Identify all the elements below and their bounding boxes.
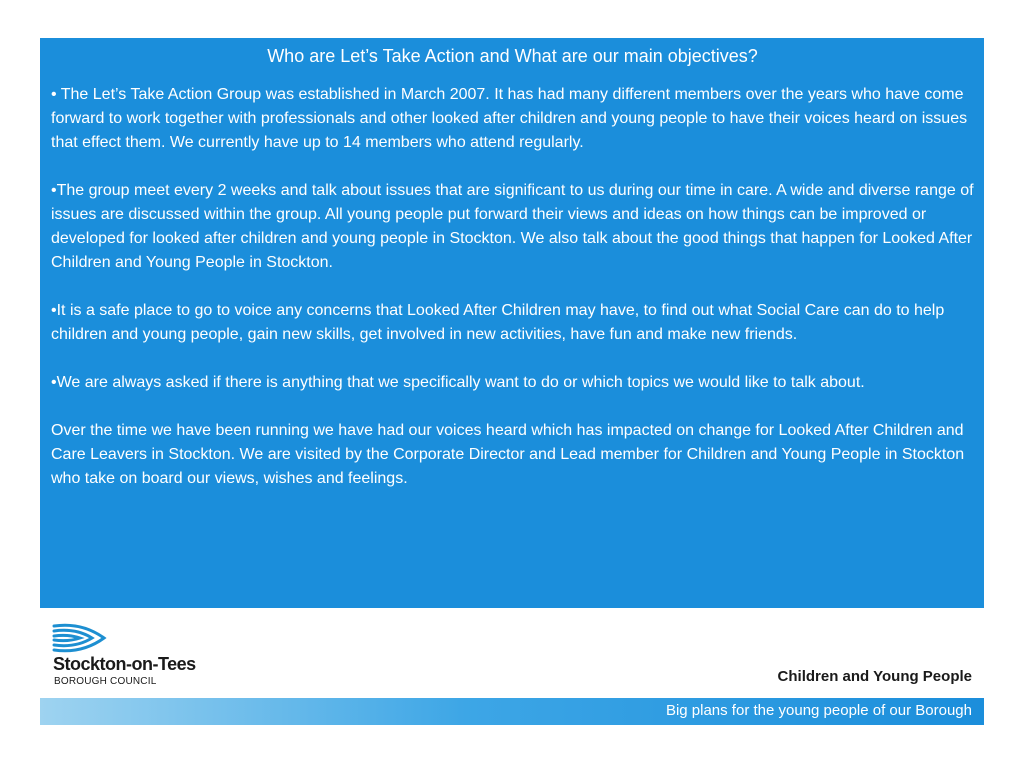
paragraph-asked: •We are always asked if there is anything that we specifically want to do or which topics we would like to talk about. (51, 374, 865, 391)
paragraph-meetings: •The group meet every 2 weeks and talk about issues that are significant to us during our time in care. A wide and diverse range of issues are discussed within the group. All young people put forward their views and ideas on how things can be improved or developed for looked after children and young people in Stockton. We also talk about the good things that happen for Looked After Children and Young People in Stockton. (51, 182, 974, 271)
content-panel (40, 38, 984, 608)
paragraph-established: • The Let’s Take Action Group was established in March 2007. It has had many different members over the years who have come forward to work together with professionals and other looked after children and young people to have their voices heard on issues that effect them. We currently have up to 14 members who attend regularly. (51, 86, 968, 151)
slide-title: Who are Let’s Take Action and What are our main objectives? (267, 46, 758, 66)
paragraph-impact: Over the time we have been running we have had our voices heard which has impacted on change for Looked After Children and Care Leavers in Stockton. We are visited by the Corporate Director and Lead member for Children and Young People in Stockton who take on board our views, wishes and feelings. (51, 422, 965, 487)
tagline-text: Big plans for the young people of our Borough (665, 702, 972, 719)
council-logo (52, 622, 212, 692)
council-name: Stockton-on-Tees (53, 654, 196, 674)
department-label: Children and Young People (777, 668, 972, 685)
council-subtitle: BOROUGH COUNCIL (54, 676, 157, 687)
tagline-bar (40, 698, 984, 725)
paragraph-safe-place: •It is a safe place to go to voice any concerns that Looked After Children may have, to find out what Social Care can do to help children and young people, gain new skills, get involved in new activities, have fun and make new friends. (51, 302, 945, 343)
stockton-council-logo-icon (52, 622, 112, 654)
